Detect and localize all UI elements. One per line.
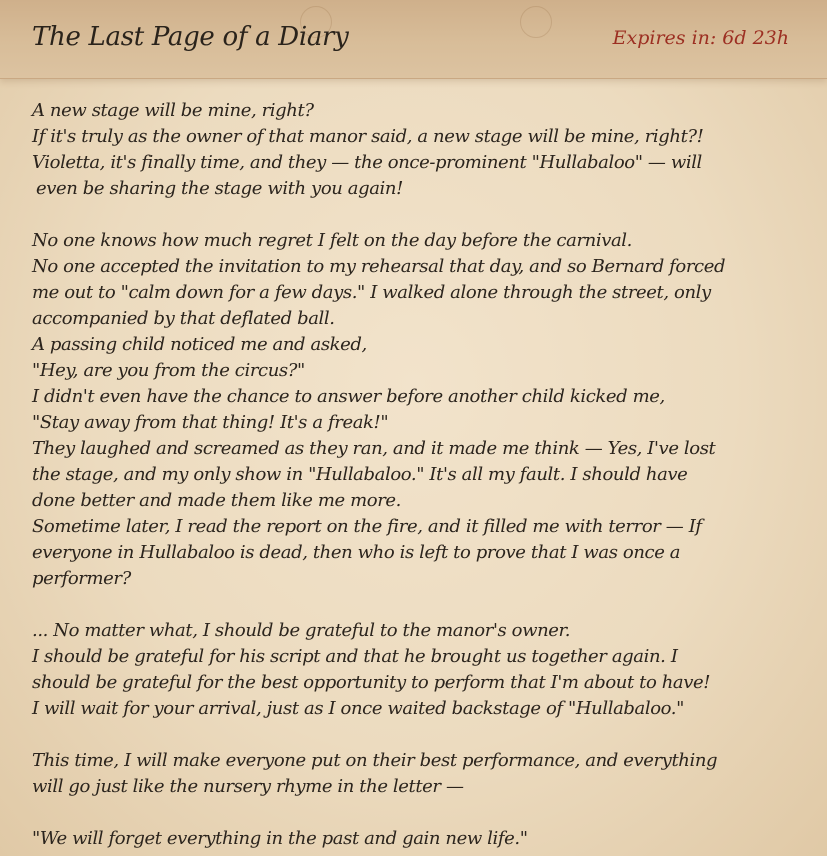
diary-line: "We will forget everything in the past and gain new life." — [32, 828, 528, 849]
diary-line: will go just like the nursery rhyme in the letter — — [32, 776, 464, 797]
header-bar — [0, 0, 827, 79]
page-title: The Last Page of a Diary — [32, 22, 349, 52]
diary-line: even be sharing the stage with you again! — [36, 178, 403, 199]
diary-line: done better and made them like me more. — [32, 490, 402, 511]
diary-line: A new stage will be mine, right? — [32, 100, 314, 121]
diary-line: "Hey, are you from the circus?" — [32, 360, 305, 381]
diary-paragraph — [32, 228, 807, 592]
diary-line: Sometime later, I read the report on the fire, and it filled me with terror — If — [32, 516, 702, 537]
diary-paragraph — [32, 618, 807, 722]
diary-line: accompanied by that deflated ball. — [32, 308, 335, 329]
diary-line: "Stay away from that thing! It's a freak!" — [32, 412, 389, 433]
diary-line: Violetta, it's finally time, and they — the once-prominent "Hullabaloo" — will — [32, 152, 702, 173]
diary-paragraph — [32, 826, 807, 852]
diary-line: They laughed and screamed as they ran, and it made me think — Yes, I've lost — [32, 438, 716, 459]
diary-line: me out to "calm down for a few days." I walked alone through the street, only — [32, 282, 711, 303]
diary-line: everyone in Hullabaloo is dead, then who is left to prove that I was once a — [32, 542, 681, 563]
expiry-label: Expires in: — [612, 27, 717, 49]
diary-line: No one knows how much regret I felt on the day before the carnival. — [32, 230, 632, 251]
diary-line: should be grateful for the best opportunity to perform that I'm about to have! — [32, 672, 711, 693]
diary-line: No one accepted the invitation to my rehearsal that day, and so Bernard forced — [32, 256, 726, 277]
diary-line: If it's truly as the owner of that manor said, a new stage will be mine, right?! — [32, 126, 704, 147]
diary-paragraph — [32, 748, 807, 800]
diary-text[interactable] — [32, 98, 807, 856]
diary-line: I will wait for your arrival, just as I once waited backstage of "Hullabaloo." — [32, 698, 684, 719]
expiry-timer — [613, 27, 789, 49]
expiry-value: 6d 23h — [722, 27, 789, 49]
diary-line: ... No matter what, I should be grateful to the manor's owner. — [32, 620, 571, 641]
diary-line: A passing child noticed me and asked, — [32, 334, 367, 355]
ornament-swirl-icon — [520, 6, 552, 38]
diary-line: the stage, and my only show in "Hullabaloo." It's all my fault. I should have — [32, 464, 688, 485]
diary-line: I should be grateful for his script and that he brought us together again. I — [32, 646, 678, 667]
diary-line: This time, I will make everyone put on their best performance, and everything — [32, 750, 718, 771]
diary-line: performer? — [32, 568, 131, 589]
diary-line: I didn't even have the chance to answer before another child kicked me, — [32, 386, 665, 407]
diary-paragraph — [32, 98, 807, 202]
